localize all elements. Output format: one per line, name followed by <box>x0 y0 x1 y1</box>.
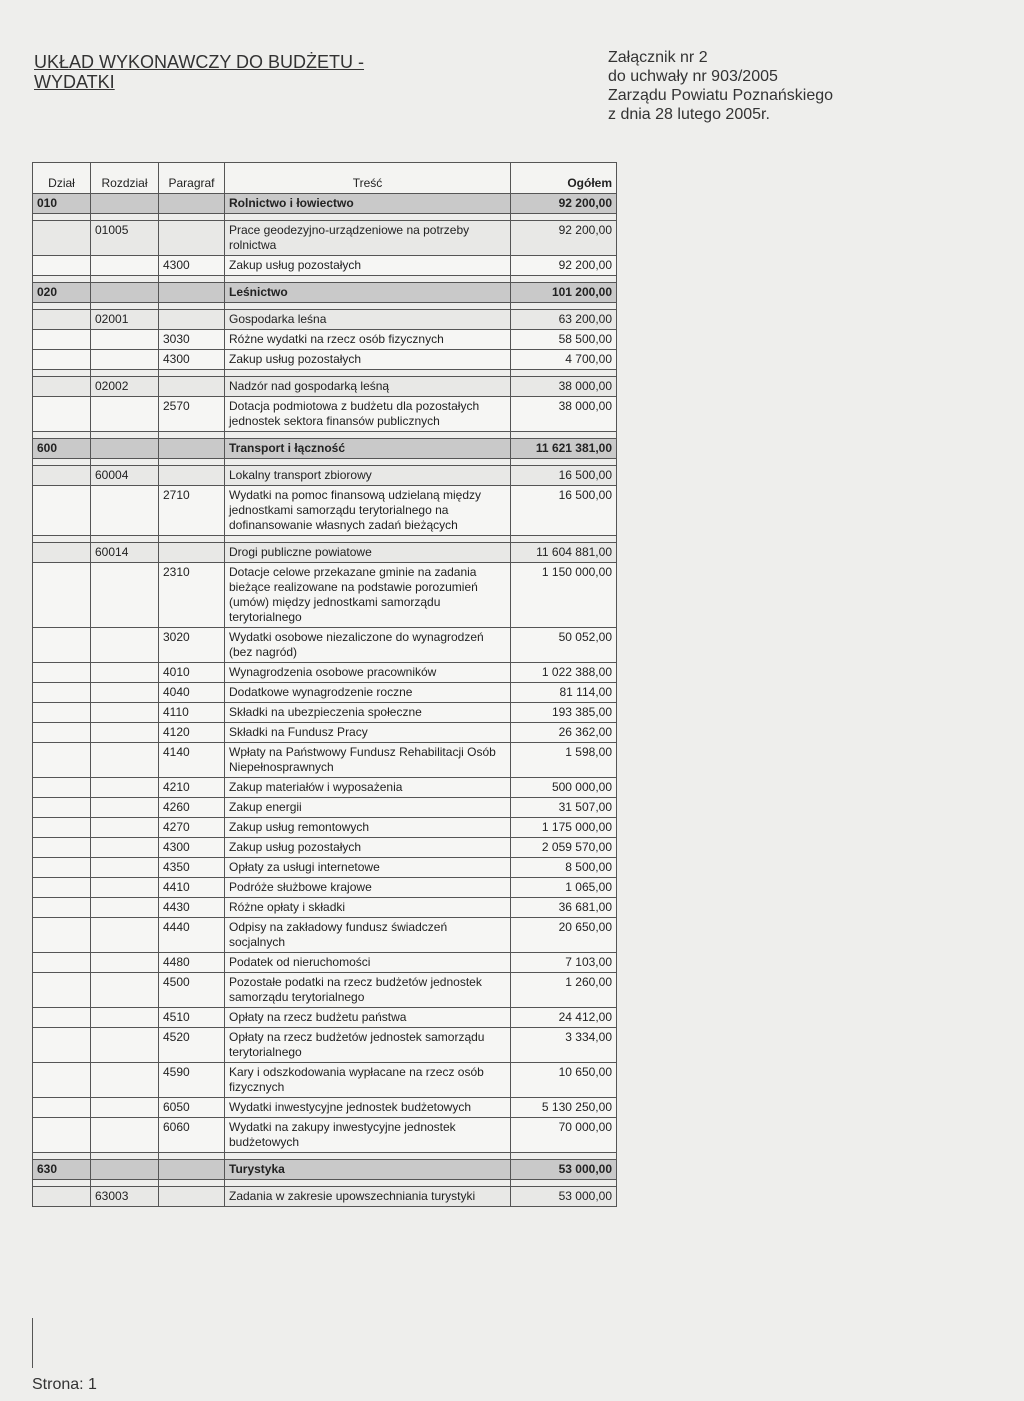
cell-tresc: Zadania w zakresie upowszechniania turystyki <box>225 1187 511 1207</box>
table-row <box>33 973 617 1008</box>
rozdzial-row <box>33 221 617 256</box>
cell-rozdzial <box>91 723 159 743</box>
cell-paragraf: 4300 <box>159 350 225 370</box>
budget-table <box>32 162 617 1207</box>
cell-ogolem: 3 334,00 <box>511 1028 617 1063</box>
spacer-cell <box>225 432 511 439</box>
rozdzial-row <box>33 466 617 486</box>
cell-tresc: Prace geodezyjno-urządzeniowe na potrzeby rolnictwa <box>225 221 511 256</box>
cell-paragraf: 4010 <box>159 663 225 683</box>
rozdzial-row <box>33 543 617 563</box>
cell-paragraf: 4260 <box>159 798 225 818</box>
spacer-cell <box>225 303 511 310</box>
spacer-cell <box>91 432 159 439</box>
cell-rozdzial: 60014 <box>91 543 159 563</box>
cell-paragraf: 4040 <box>159 683 225 703</box>
spacer-cell <box>91 370 159 377</box>
cell-paragraf: 6060 <box>159 1118 225 1153</box>
header-paragraf: Paragraf <box>159 163 225 194</box>
annex-line: z dnia 28 lutego 2005r. <box>608 106 770 123</box>
cell-dzial <box>33 1118 91 1153</box>
cell-paragraf: 3020 <box>159 628 225 663</box>
cell-tresc: Rolnictwo i łowiectwo <box>225 194 511 214</box>
cell-rozdzial <box>91 878 159 898</box>
spacer-cell <box>159 214 225 221</box>
cell-dzial <box>33 330 91 350</box>
rozdzial-row <box>33 310 617 330</box>
cell-rozdzial <box>91 1063 159 1098</box>
cell-ogolem: 92 200,00 <box>511 194 617 214</box>
cell-tresc: Odpisy na zakładowy fundusz świadczeń socjalnych <box>225 918 511 953</box>
table-row <box>33 838 617 858</box>
margin-line <box>32 1318 33 1368</box>
cell-tresc: Wpłaty na Państwowy Fundusz Rehabilitacji Osób Niepełnosprawnych <box>225 743 511 778</box>
spacer-cell <box>91 459 159 466</box>
header-ogolem: Ogółem <box>511 163 617 194</box>
cell-ogolem: 50 052,00 <box>511 628 617 663</box>
cell-ogolem: 5 130 250,00 <box>511 1098 617 1118</box>
spacer-cell <box>33 1153 91 1160</box>
cell-dzial: 630 <box>33 1160 91 1180</box>
spacer-cell <box>91 536 159 543</box>
table-row <box>33 778 617 798</box>
cell-paragraf <box>159 439 225 459</box>
cell-dzial <box>33 310 91 330</box>
cell-tresc: Dotacje celowe przekazane gminie na zadania bieżące realizowane na podstawie porozumień (umów) między jednostkami samorządu terytorialnego <box>225 563 511 628</box>
cell-rozdzial: 60004 <box>91 466 159 486</box>
spacer-cell <box>91 1180 159 1187</box>
cell-ogolem: 101 200,00 <box>511 283 617 303</box>
cell-paragraf: 4480 <box>159 953 225 973</box>
cell-dzial <box>33 397 91 432</box>
cell-paragraf: 2570 <box>159 397 225 432</box>
cell-tresc: Zakup usług pozostałych <box>225 838 511 858</box>
spacer-cell <box>91 214 159 221</box>
cell-dzial <box>33 377 91 397</box>
spacer-cell <box>225 276 511 283</box>
cell-rozdzial <box>91 818 159 838</box>
annex-line: Zarządu Powiatu Poznańskiego <box>608 87 834 104</box>
dzial-row <box>33 1160 617 1180</box>
cell-ogolem: 53 000,00 <box>511 1187 617 1207</box>
table-row <box>33 1118 617 1153</box>
spacer-cell <box>159 1153 225 1160</box>
table-row <box>33 743 617 778</box>
cell-rozdzial <box>91 283 159 303</box>
cell-dzial <box>33 486 91 536</box>
table-row <box>33 563 617 628</box>
cell-paragraf <box>159 543 225 563</box>
cell-tresc: Podróże służbowe krajowe <box>225 878 511 898</box>
table-row <box>33 256 617 276</box>
table-row <box>33 663 617 683</box>
cell-rozdzial <box>91 1118 159 1153</box>
cell-rozdzial <box>91 858 159 878</box>
cell-dzial <box>33 350 91 370</box>
cell-tresc: Zakup usług pozostałych <box>225 256 511 276</box>
title-line-2: WYDATKI <box>34 72 115 92</box>
spacer-cell <box>225 1180 511 1187</box>
cell-rozdzial <box>91 350 159 370</box>
cell-rozdzial <box>91 743 159 778</box>
table-row <box>33 723 617 743</box>
cell-tresc: Leśnictwo <box>225 283 511 303</box>
cell-tresc: Dotacja podmiotowa z budżetu dla pozostałych jednostek sektora finansów publicznych <box>225 397 511 432</box>
cell-dzial <box>33 543 91 563</box>
cell-ogolem: 10 650,00 <box>511 1063 617 1098</box>
row-spacer <box>33 1180 617 1187</box>
cell-paragraf <box>159 1187 225 1207</box>
cell-paragraf <box>159 310 225 330</box>
cell-dzial <box>33 798 91 818</box>
row-spacer <box>33 276 617 283</box>
header-dzial: Dział <box>33 163 91 194</box>
cell-paragraf: 2710 <box>159 486 225 536</box>
spacer-cell <box>159 370 225 377</box>
spacer-cell <box>33 1180 91 1187</box>
table-row <box>33 397 617 432</box>
cell-rozdzial <box>91 663 159 683</box>
header-tresc: Treść <box>225 163 511 194</box>
spacer-cell <box>225 459 511 466</box>
cell-dzial <box>33 953 91 973</box>
cell-tresc: Opłaty na rzecz budżetu państwa <box>225 1008 511 1028</box>
cell-tresc: Składki na ubezpieczenia społeczne <box>225 703 511 723</box>
cell-ogolem: 1 260,00 <box>511 973 617 1008</box>
cell-rozdzial <box>91 439 159 459</box>
cell-rozdzial <box>91 838 159 858</box>
cell-dzial <box>33 256 91 276</box>
cell-dzial <box>33 1028 91 1063</box>
spacer-cell <box>511 536 617 543</box>
cell-paragraf: 4430 <box>159 898 225 918</box>
cell-ogolem: 193 385,00 <box>511 703 617 723</box>
cell-paragraf: 4350 <box>159 858 225 878</box>
dzial-row <box>33 194 617 214</box>
cell-ogolem: 92 200,00 <box>511 256 617 276</box>
spacer-cell <box>225 1153 511 1160</box>
spacer-cell <box>511 303 617 310</box>
page-footer: Strona: 1 <box>32 1376 97 1393</box>
cell-tresc: Podatek od nieruchomości <box>225 953 511 973</box>
cell-paragraf: 4210 <box>159 778 225 798</box>
cell-paragraf <box>159 466 225 486</box>
cell-tresc: Wynagrodzenia osobowe pracowników <box>225 663 511 683</box>
cell-paragraf <box>159 283 225 303</box>
cell-tresc: Nadzór nad gospodarką leśną <box>225 377 511 397</box>
spacer-cell <box>33 214 91 221</box>
cell-rozdzial <box>91 1008 159 1028</box>
cell-paragraf: 4590 <box>159 1063 225 1098</box>
cell-ogolem: 1 150 000,00 <box>511 563 617 628</box>
cell-paragraf: 4120 <box>159 723 225 743</box>
cell-ogolem: 36 681,00 <box>511 898 617 918</box>
cell-ogolem: 92 200,00 <box>511 221 617 256</box>
cell-tresc: Wydatki na zakupy inwestycyjne jednostek budżetowych <box>225 1118 511 1153</box>
cell-ogolem: 1 598,00 <box>511 743 617 778</box>
cell-rozdzial <box>91 953 159 973</box>
table-row <box>33 350 617 370</box>
rozdzial-row <box>33 377 617 397</box>
cell-ogolem: 63 200,00 <box>511 310 617 330</box>
spacer-cell <box>159 303 225 310</box>
cell-tresc: Lokalny transport zbiorowy <box>225 466 511 486</box>
cell-rozdzial <box>91 563 159 628</box>
table-body <box>33 194 617 1207</box>
spacer-cell <box>33 459 91 466</box>
cell-ogolem: 81 114,00 <box>511 683 617 703</box>
cell-rozdzial <box>91 918 159 953</box>
cell-rozdzial <box>91 973 159 1008</box>
row-spacer <box>33 1153 617 1160</box>
cell-paragraf: 6050 <box>159 1098 225 1118</box>
cell-ogolem: 31 507,00 <box>511 798 617 818</box>
cell-ogolem: 8 500,00 <box>511 858 617 878</box>
spacer-cell <box>159 432 225 439</box>
cell-paragraf: 4270 <box>159 818 225 838</box>
cell-rozdzial <box>91 798 159 818</box>
spacer-cell <box>33 536 91 543</box>
cell-tresc: Opłaty za usługi internetowe <box>225 858 511 878</box>
cell-rozdzial <box>91 397 159 432</box>
cell-tresc: Kary i odszkodowania wypłacane na rzecz osób fizycznych <box>225 1063 511 1098</box>
cell-ogolem: 16 500,00 <box>511 486 617 536</box>
table-row <box>33 878 617 898</box>
spacer-cell <box>91 303 159 310</box>
cell-dzial <box>33 818 91 838</box>
table-header-row <box>33 163 617 194</box>
annex-note <box>608 48 833 124</box>
cell-dzial: 600 <box>33 439 91 459</box>
dzial-row <box>33 283 617 303</box>
table-row <box>33 330 617 350</box>
spacer-cell <box>159 276 225 283</box>
cell-paragraf: 4300 <box>159 838 225 858</box>
cell-ogolem: 1 175 000,00 <box>511 818 617 838</box>
cell-tresc: Wydatki osobowe niezaliczone do wynagrodzeń (bez nagród) <box>225 628 511 663</box>
document-title <box>34 52 364 92</box>
table-row <box>33 1008 617 1028</box>
cell-dzial <box>33 563 91 628</box>
cell-dzial <box>33 1063 91 1098</box>
rozdzial-row <box>33 1187 617 1207</box>
cell-rozdzial <box>91 194 159 214</box>
table-row <box>33 1028 617 1063</box>
cell-dzial <box>33 683 91 703</box>
cell-ogolem: 7 103,00 <box>511 953 617 973</box>
cell-paragraf: 4410 <box>159 878 225 898</box>
cell-dzial <box>33 628 91 663</box>
cell-ogolem: 500 000,00 <box>511 778 617 798</box>
spacer-cell <box>511 459 617 466</box>
cell-rozdzial <box>91 330 159 350</box>
cell-paragraf <box>159 1160 225 1180</box>
cell-dzial <box>33 838 91 858</box>
table-row <box>33 953 617 973</box>
spacer-cell <box>33 276 91 283</box>
cell-paragraf: 4440 <box>159 918 225 953</box>
cell-paragraf: 4140 <box>159 743 225 778</box>
table-row <box>33 703 617 723</box>
cell-rozdzial <box>91 703 159 723</box>
cell-dzial <box>33 703 91 723</box>
spacer-cell <box>91 1153 159 1160</box>
cell-dzial <box>33 663 91 683</box>
spacer-cell <box>159 536 225 543</box>
cell-dzial: 020 <box>33 283 91 303</box>
cell-tresc: Zakup usług pozostałych <box>225 350 511 370</box>
cell-paragraf: 2310 <box>159 563 225 628</box>
cell-rozdzial <box>91 778 159 798</box>
cell-tresc: Różne opłaty i składki <box>225 898 511 918</box>
cell-ogolem: 4 700,00 <box>511 350 617 370</box>
header-rozdzial: Rozdział <box>91 163 159 194</box>
cell-paragraf: 4520 <box>159 1028 225 1063</box>
cell-ogolem: 58 500,00 <box>511 330 617 350</box>
spacer-cell <box>511 370 617 377</box>
cell-dzial <box>33 973 91 1008</box>
table-row <box>33 1063 617 1098</box>
row-spacer <box>33 370 617 377</box>
cell-dzial: 010 <box>33 194 91 214</box>
spacer-cell <box>225 536 511 543</box>
cell-ogolem: 53 000,00 <box>511 1160 617 1180</box>
cell-ogolem: 11 604 881,00 <box>511 543 617 563</box>
spacer-cell <box>91 276 159 283</box>
cell-tresc: Zakup energii <box>225 798 511 818</box>
cell-tresc: Gospodarka leśna <box>225 310 511 330</box>
cell-rozdzial <box>91 1160 159 1180</box>
table-row <box>33 628 617 663</box>
spacer-cell <box>511 276 617 283</box>
cell-tresc: Pozostałe podatki na rzecz budżetów jednostek samorządu terytorialnego <box>225 973 511 1008</box>
table-row <box>33 1098 617 1118</box>
row-spacer <box>33 214 617 221</box>
cell-paragraf: 4510 <box>159 1008 225 1028</box>
cell-tresc: Transport i łączność <box>225 439 511 459</box>
cell-ogolem: 1 022 388,00 <box>511 663 617 683</box>
annex-line: do uchwały nr 903/2005 <box>608 68 778 85</box>
cell-rozdzial <box>91 898 159 918</box>
cell-dzial <box>33 778 91 798</box>
cell-tresc: Wydatki inwestycyjne jednostek budżetowych <box>225 1098 511 1118</box>
spacer-cell <box>511 214 617 221</box>
cell-paragraf <box>159 221 225 256</box>
cell-dzial <box>33 1187 91 1207</box>
table-row <box>33 683 617 703</box>
cell-dzial <box>33 466 91 486</box>
cell-paragraf: 4300 <box>159 256 225 276</box>
cell-ogolem: 24 412,00 <box>511 1008 617 1028</box>
table-row <box>33 918 617 953</box>
cell-rozdzial <box>91 1098 159 1118</box>
cell-rozdzial <box>91 628 159 663</box>
spacer-cell <box>511 432 617 439</box>
cell-tresc: Składki na Fundusz Pracy <box>225 723 511 743</box>
spacer-cell <box>511 1153 617 1160</box>
cell-tresc: Zakup materiałów i wyposażenia <box>225 778 511 798</box>
spacer-cell <box>159 459 225 466</box>
cell-rozdzial <box>91 1028 159 1063</box>
cell-ogolem: 1 065,00 <box>511 878 617 898</box>
cell-tresc: Drogi publiczne powiatowe <box>225 543 511 563</box>
row-spacer <box>33 459 617 466</box>
cell-ogolem: 26 362,00 <box>511 723 617 743</box>
spacer-cell <box>33 370 91 377</box>
cell-tresc: Różne wydatki na rzecz osób fizycznych <box>225 330 511 350</box>
row-spacer <box>33 303 617 310</box>
cell-dzial <box>33 898 91 918</box>
cell-dzial <box>33 918 91 953</box>
cell-tresc: Wydatki na pomoc finansową udzielaną między jednostkami samorządu terytorialnego na dofinansowanie własnych zadań bieżących <box>225 486 511 536</box>
table-row <box>33 858 617 878</box>
cell-paragraf: 4500 <box>159 973 225 1008</box>
title-line-1: UKŁAD WYKONAWCZY DO BUDŻETU - <box>34 52 365 72</box>
cell-paragraf: 4110 <box>159 703 225 723</box>
cell-rozdzial: 02002 <box>91 377 159 397</box>
cell-tresc: Opłaty na rzecz budżetów jednostek samorządu terytorialnego <box>225 1028 511 1063</box>
cell-tresc: Zakup usług remontowych <box>225 818 511 838</box>
cell-rozdzial: 01005 <box>91 221 159 256</box>
cell-ogolem: 2 059 570,00 <box>511 838 617 858</box>
spacer-cell <box>511 1180 617 1187</box>
cell-rozdzial: 02001 <box>91 310 159 330</box>
cell-rozdzial <box>91 486 159 536</box>
table-row <box>33 818 617 838</box>
table-row <box>33 798 617 818</box>
spacer-cell <box>225 214 511 221</box>
spacer-cell <box>33 432 91 439</box>
cell-dzial <box>33 723 91 743</box>
cell-ogolem: 38 000,00 <box>511 377 617 397</box>
annex-line: Załącznik nr 2 <box>608 49 708 66</box>
cell-paragraf <box>159 194 225 214</box>
spacer-cell <box>225 370 511 377</box>
cell-ogolem: 20 650,00 <box>511 918 617 953</box>
cell-dzial <box>33 1098 91 1118</box>
row-spacer <box>33 432 617 439</box>
cell-paragraf: 3030 <box>159 330 225 350</box>
table-row <box>33 486 617 536</box>
row-spacer <box>33 536 617 543</box>
cell-dzial <box>33 878 91 898</box>
spacer-cell <box>33 303 91 310</box>
cell-rozdzial: 63003 <box>91 1187 159 1207</box>
cell-dzial <box>33 743 91 778</box>
cell-dzial <box>33 1008 91 1028</box>
cell-dzial <box>33 858 91 878</box>
dzial-row <box>33 439 617 459</box>
cell-ogolem: 38 000,00 <box>511 397 617 432</box>
cell-tresc: Dodatkowe wynagrodzenie roczne <box>225 683 511 703</box>
cell-ogolem: 16 500,00 <box>511 466 617 486</box>
cell-rozdzial <box>91 256 159 276</box>
cell-paragraf <box>159 377 225 397</box>
cell-dzial <box>33 221 91 256</box>
cell-ogolem: 11 621 381,00 <box>511 439 617 459</box>
table-row <box>33 898 617 918</box>
cell-ogolem: 70 000,00 <box>511 1118 617 1153</box>
cell-rozdzial <box>91 683 159 703</box>
cell-tresc: Turystyka <box>225 1160 511 1180</box>
spacer-cell <box>159 1180 225 1187</box>
